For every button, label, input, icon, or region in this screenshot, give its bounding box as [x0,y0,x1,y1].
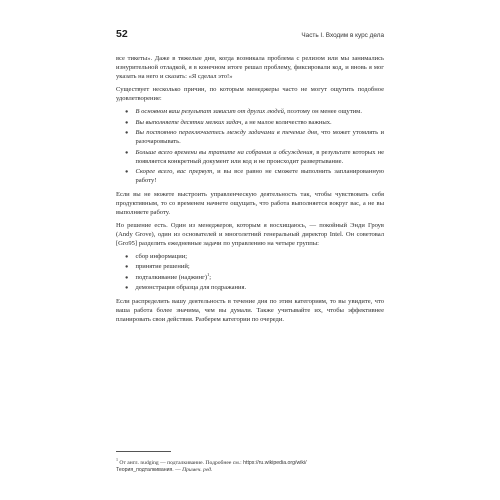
reason-item [125,108,384,117]
reason-item [125,129,384,147]
bullet-icon: ● [125,149,129,156]
bullet-icon: ● [125,274,129,281]
group-text: демонстрация образца для подражания. [135,284,247,292]
reason-italic: В основном ваш результат зависит от других людей, [135,108,286,116]
reason-text: поэтому он менее ощутим. [285,108,362,116]
reason-italic: Скорее всего, вас прервут, [135,168,215,176]
reason-text: и вы все равно не сможете выполнить запланированную работу! [135,168,384,185]
group-text: подталкивание (наджинг) [135,273,208,281]
reason-item [125,168,384,186]
reason-text: в результате которых не появляется конкретный документ или код и не происходит развертывание. [135,148,385,165]
footnote-editor-note: Примеч. ред. [182,467,213,474]
group-item [125,253,384,262]
bullet-icon: ● [125,285,129,292]
reason-item [125,119,384,128]
reason-item [125,149,384,167]
bullet-icon: ● [125,253,129,260]
footnote-link-tail[interactable]: Теория_подталкивания [116,467,173,474]
footnote-mark: 1 [116,457,118,462]
bullet-icon: ● [125,130,129,137]
group-item [125,263,384,272]
group-text-tail: ; [209,273,212,281]
footnote-reference[interactable]: 1 [207,271,210,277]
bullet-icon: ● [125,119,129,126]
reason-italic: Вы выполняете десятки мелких задач, [135,118,244,126]
reasons-list [116,108,384,186]
footnote-text-a: От англ. nudging — подталкивание. Подробнее см.: [119,459,244,466]
page-header [116,28,384,42]
bullet-icon: ● [125,169,129,176]
paragraph-5: Если распределить вашу деятельность в течение дня по этим категориям, то вы увидите, что ваша работа более значима, чем вы думали. Также учитывайте их, чтобы эффективнее планировать свои действия. Разберем категории по очереди. [116,297,384,323]
footnote-text-b: . — [172,467,183,474]
reason-italic: Вы постоянно переключаетесь между задачами в течение дня, [135,129,319,137]
groups-list [116,253,384,294]
running-title: Часть I. Входим в курс дела [301,32,384,39]
bullet-icon: ● [125,264,129,271]
group-item [125,271,384,283]
paragraph-3: Если вы не можете выстроить управленческую деятельность так, чтобы чувствовать себя продуктивным, то со временем начнете ощущать, что работа выполняется вокруг вас, а не вы выполняете работу. [116,190,384,216]
paragraph-4: Но решение есть. Один из менеджеров, которым я восхищаюсь, — покойный Энди Гроув (Andy Grove), один из основателей и многолетний генеральный директор Intel. Он советовал [Gro95] разделить ежедневные задачи по управлению на четыре группы: [116,221,384,247]
paragraph-1: все тикеты». Даже в тяжелые дни, когда возникала проблема с релизом или мы занимались изнурительной отладкой, я в конечном итоге решал проблему, фиксировали код, и вновь я мог указать на него и сказать: «Я сделал это!» [116,55,384,80]
group-item [125,284,384,293]
page-number: 52 [116,28,128,40]
footnote-divider [116,451,171,452]
group-text: принятие решений; [135,263,190,271]
bullet-icon: ● [125,109,129,116]
paragraph-2: Существует несколько причин, по которым менеджеры часто не могут ощутить подобное удовлетворение: [116,86,384,102]
page-body [116,55,384,329]
footnote [116,456,384,475]
reason-text: что может утомлять и разочаровывать. [135,129,384,146]
footnote-link[interactable]: https://ru.wikipedia.org/wiki/ [243,459,307,466]
group-text: сбор информации; [135,252,188,260]
reason-text: а не малое количество важных. [243,118,332,126]
reason-italic: Больше всего времени вы тратите на собрания и обсуждения, [135,148,315,156]
